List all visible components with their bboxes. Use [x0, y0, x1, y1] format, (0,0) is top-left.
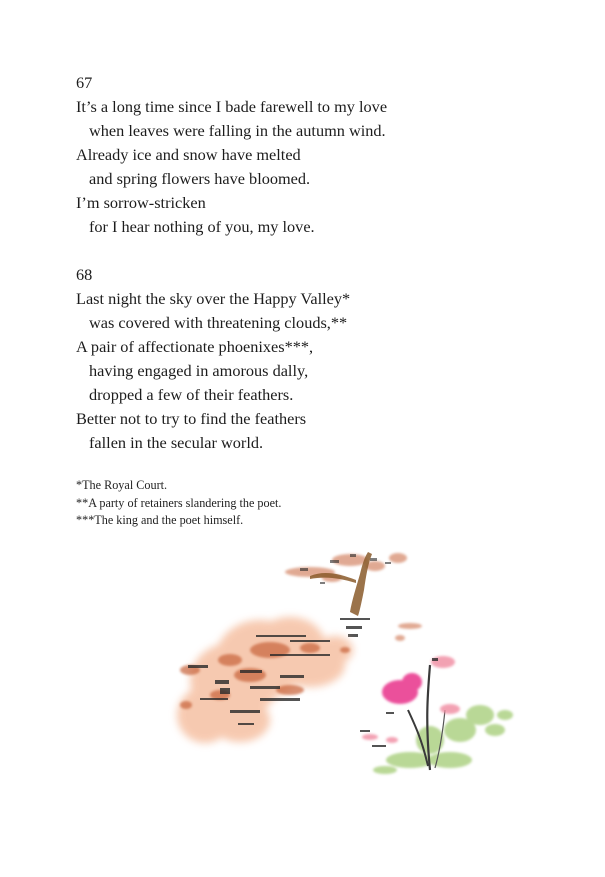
poem-line: It’s a long time since I bade farewell to my love [76, 97, 388, 116]
poem-line: fallen in the secular world. [89, 433, 264, 452]
footnote: ***The king and the poet himself. [76, 513, 244, 527]
poem-68 [76, 263, 350, 455]
poem-line: Last night the sky over the Happy Valley* [76, 289, 351, 308]
poem-line: Better not to try to find the feathers [76, 409, 307, 428]
footnote: **A party of retainers slandering the poet. [76, 495, 282, 510]
poem-line: for I hear nothing of you, my love. [89, 217, 315, 236]
foliage-wash-group [177, 617, 353, 743]
flowers-group [360, 656, 513, 774]
tree-base-ink [340, 618, 370, 637]
ink-wash-illustration [160, 540, 530, 790]
poem-67 [76, 71, 387, 239]
poem-line: Already ice and snow have melted [76, 145, 301, 164]
footnotes [76, 477, 281, 530]
poem-number: 67 [76, 73, 93, 92]
magenta-flower [382, 673, 422, 704]
poem-line: and spring flowers have bloomed. [89, 169, 311, 188]
poem-number: 68 [76, 265, 93, 284]
footnote: *The Royal Court. [76, 478, 168, 492]
poem-line: A pair of affectionate phoenixes***, [76, 337, 314, 356]
poem-line: having engaged in amorous dally, [89, 361, 309, 380]
poem-line: was covered with threatening clouds,** [89, 313, 348, 332]
poem-line: dropped a few of their feathers. [89, 385, 294, 404]
poem-line: I’m sorrow-stricken [76, 193, 206, 212]
poem-line: when leaves were falling in the autumn wind. [89, 121, 386, 140]
